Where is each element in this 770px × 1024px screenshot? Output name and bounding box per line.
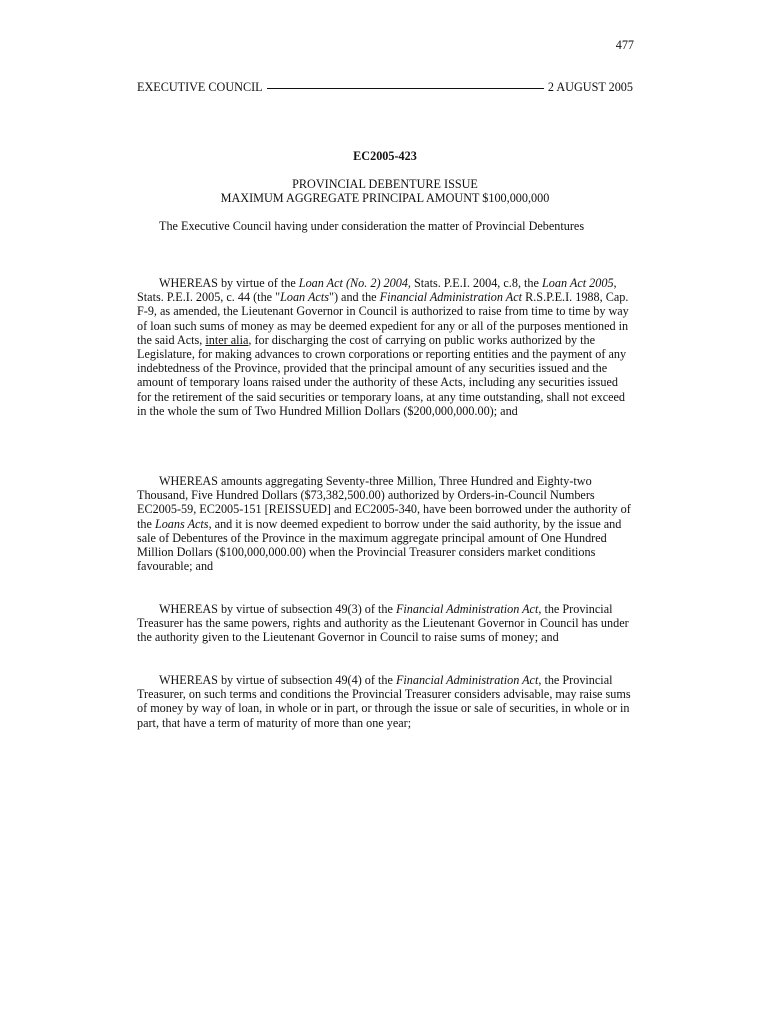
header-council-label: EXECUTIVE COUNCIL [137,80,263,94]
whereas-paragraph-1 [137,276,633,418]
order-title-line-1: PROVINCIAL DEBENTURE ISSUE [292,177,478,191]
whereas-2-loans-acts: Loans Acts [154,516,209,531]
order-number: EC2005-423 [353,149,417,163]
whereas-1-financial-admin-act: Financial Administration Act [379,290,523,305]
whereas-1-inter-alia: inter alia [205,332,249,347]
whereas-4-text-c: , the Provincial Treasurer, on such terms and conditions the Provincial Treasurer considers advisable, may raise sums of money by way of loan, in whole or in part, or through the issue or sale of securities, in whole or in part, that have a term of maturity of more than one year; [137,673,631,730]
whereas-1-text-a: WHEREAS by virtue of the [159,276,299,290]
header-rule [267,88,544,89]
whereas-paragraph-2 [137,474,633,573]
intro-paragraph [137,219,633,233]
whereas-3-text-c: , the Provincial Treasurer has the same powers, rights and authority as the Lieutenant Governor in Council has under the authority given to the Lieutenant Governor in Council to raise sums of money; and [137,602,629,645]
whereas-1-text-g: ") and the [328,290,380,305]
whereas-1-loan-acts: Loan Acts [280,290,329,305]
order-title-line-2: MAXIMUM AGGREGATE PRINCIPAL AMOUNT $100,000,000 [220,191,550,205]
header-date: 2 AUGUST 2005 [547,80,633,94]
whereas-4-text-a: WHEREAS by virtue of subsection 49(4) of the [159,673,396,687]
whereas-paragraph-3 [137,602,633,645]
whereas-1-text-k: , for discharging the cost of carrying on public works authorized by the Legislature, for making advances to crown corporations or reporting entities and the payment of any indebtedness of the Province, provided that the principal amount of any securities issued and the amount of temporary loans raised under the authority of these Acts, including any securities issued for the retirement of the said securities or temporary loans, at any time outstanding, shall not exceed in the whole the sum of Two Hundred Million Dollars ($200,000,000.00); and [137,332,627,418]
whereas-3-financial-admin-act: Financial Administration Act [395,602,539,616]
whereas-1-text-e: , Stats. P.E.I. 2005, c. 44 (the " [137,276,617,305]
whereas-4-financial-admin-act: Financial Administration Act [395,673,539,687]
whereas-1-loan-act-2005: Loan Act 2005 [541,276,614,290]
whereas-2-text-a: WHEREAS amounts aggregating Seventy-three Million, Three Hundred and Eighty-two Thousand, Five Hundred Dollars ($73,382,500.00) authorized by Orders-in-Council Numbers EC2005-59, EC2005-151 [REISSUED] and EC2005-340, have been borrowed under the authority of the [137,474,631,531]
page-number: 477 [615,38,634,52]
page-header [137,80,633,94]
whereas-2-text-c: , and it is now deemed expedient to borrow under the said authority, by the issue and sale of Debentures of the Province in the maximum aggregate principal amount of One Hundred Million Dollars ($100,000,000.00) when the Provincial Treasurer considers market conditions favourable; and [137,516,622,574]
whereas-3-text-a: WHEREAS by virtue of subsection 49(3) of the [159,602,396,616]
whereas-paragraph-4 [137,673,633,730]
whereas-1-loan-act-2004: Loan Act (No. 2) 2004 [298,276,408,290]
intro-text: The Executive Council having under consideration the matter of Provincial Debentures [159,219,585,233]
whereas-1-text-c: , Stats. P.E.I. 2004, c.8, the [407,276,542,290]
whereas-1-text-i: R.S.P.E.I. 1988, Cap. F-9, as amended, the Lieutenant Governor in Council is authorized to raise from time to time by way of loan such sums of money as may be deemed expedient for any or all of the purposes mentioned in the said Acts, [137,290,629,347]
